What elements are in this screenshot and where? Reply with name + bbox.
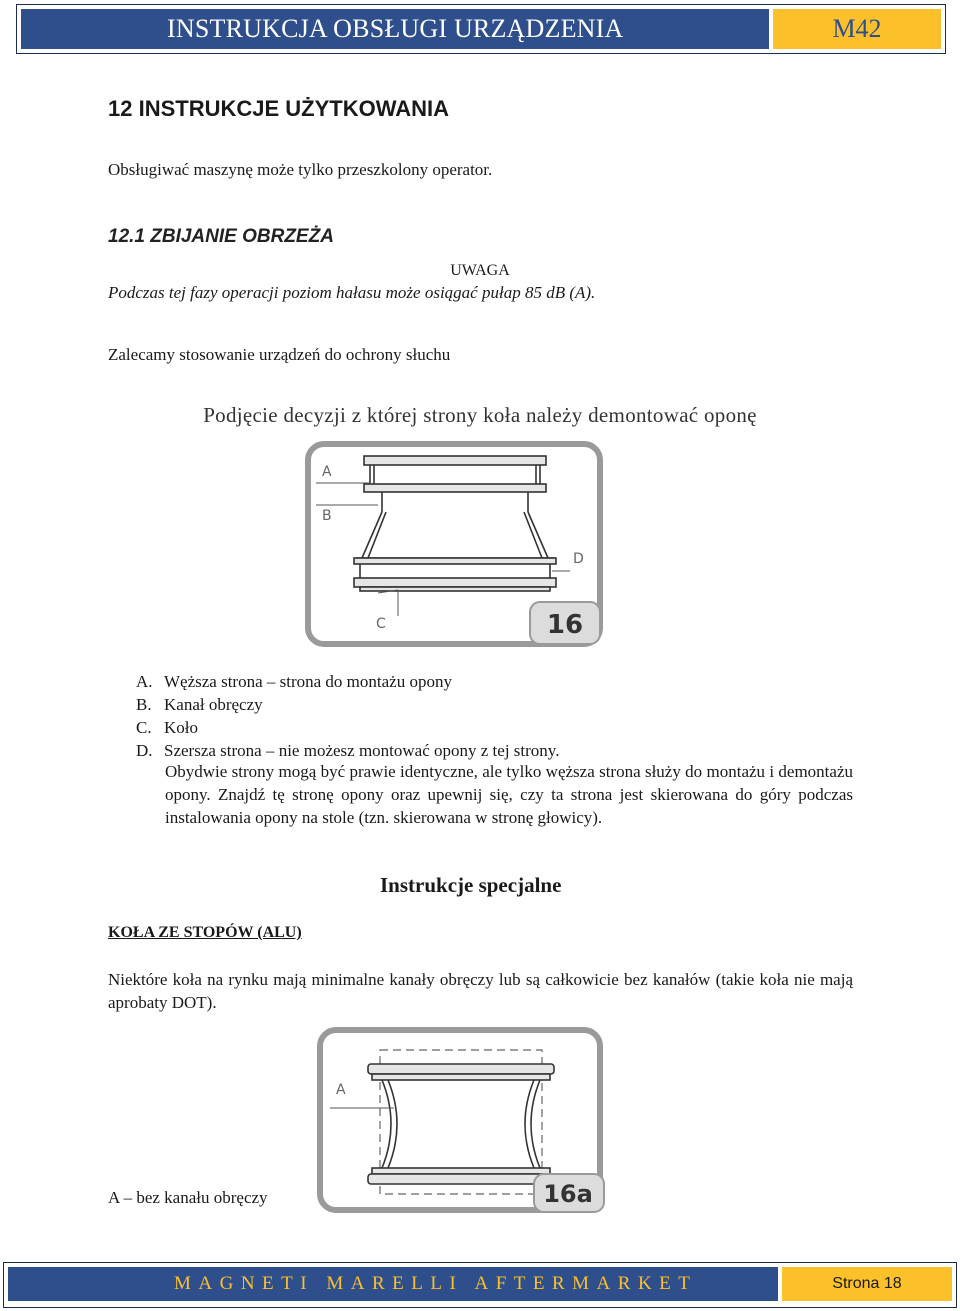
legend-item: C. Koło: [136, 718, 198, 737]
recommendation-text: Zalecamy stosowanie urządzeń do ochrony słuchu: [108, 345, 451, 364]
warning-text: Podczas tej fazy operacji poziom hałasu może osiągać pułap 85 dB (A).: [108, 283, 596, 302]
wheel-diagram-16a: [312, 1024, 608, 1216]
label-a: A: [322, 464, 332, 480]
legend-item: D. Szersza strona – nie możesz montować opony z tej strony.: [136, 741, 560, 760]
label-c: C: [376, 616, 386, 632]
decision-heading: Podjęcie decyzji z której strony koła należy demontować oponę: [203, 403, 757, 427]
header-model: M42: [773, 9, 941, 49]
page-number: Strona 18: [782, 1267, 952, 1301]
alloy-paragraph: Niektóre koła na rynku mają minimalne kanały obręczy lub są całkowicie bez kanałów (takie koła nie mają aprobaty DOT).: [108, 970, 853, 1012]
figure-caption: A – bez kanału obręczy: [108, 1188, 268, 1207]
header-title: INSTRUKCJA OBSŁUGI URZĄDZENIA: [21, 9, 769, 49]
warning-label: UWAGA: [450, 262, 510, 279]
legend-list: [136, 670, 559, 762]
page-header: [16, 4, 946, 54]
section-intro: Obsługiwać maszynę może tylko przeszkolony operator.: [108, 160, 493, 179]
section-title: 12 INSTRUKCJE UŻYTKOWANIA: [108, 96, 450, 121]
wheel-diagram-16: [300, 438, 610, 650]
alloy-title: KOŁA ZE STOPÓW (ALU): [108, 924, 302, 941]
label-d: D: [573, 551, 584, 567]
figure-number: 16a: [543, 1180, 593, 1208]
special-heading: Instrukcje specjalne: [380, 873, 562, 897]
legend-paragraph: Obydwie strony mogą być prawie identyczne, ale tylko węższa strona służy do montażu i demontażu opony. Znajdź tę stronę opony oraz upewnij się, czy ta strona jest skierowana do góry podczas instalowania opony na stole (tzn. skierowana w stronę głowicy).: [165, 762, 853, 827]
figure-number: 16: [546, 610, 584, 640]
label-a: A: [336, 1082, 346, 1098]
label-b: B: [322, 508, 332, 524]
footer-brand: MAGNETI MARELLI AFTERMARKET: [8, 1267, 778, 1301]
legend-item: A. Węższa strona – strona do montażu opony: [136, 672, 452, 691]
subsection-title: 12.1 ZBIJANIE OBRZEŻA: [108, 226, 334, 247]
legend-item: B. Kanał obręczy: [136, 695, 263, 714]
page-footer: [3, 1262, 957, 1308]
